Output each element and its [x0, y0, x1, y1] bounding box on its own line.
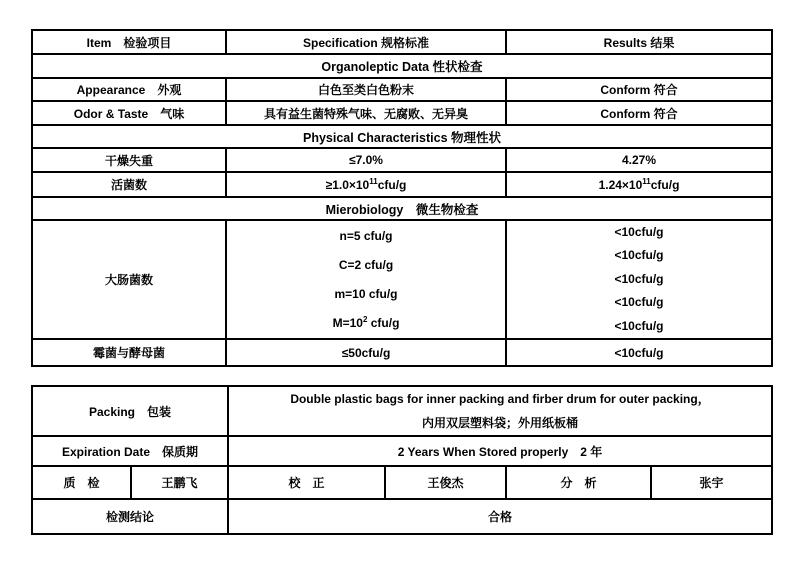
coliform-result-line-5: <10cfu/g: [614, 318, 664, 333]
section-row-microbiology: [32, 197, 772, 220]
packing-value-line-1: Double plastic bags for inner packing and firber drum for outer packing，: [290, 392, 710, 406]
section-organoleptic-title: Organoleptic Data 性状检查: [32, 54, 772, 78]
mold-yeast-spec-cell: ≤50cfu/g: [226, 339, 506, 366]
viable-count-spec-unit: cfu/g: [377, 177, 407, 192]
table-row-conclusion: [32, 499, 772, 534]
inspection-results-table: [31, 29, 773, 367]
appearance-item-cell: Appearance 外观: [32, 78, 226, 101]
coliform-result-line-1: <10cfu/g: [614, 225, 664, 239]
table-row-coliform: [32, 220, 772, 339]
calibration-name-cell: 王俊杰: [385, 466, 506, 499]
coliform-result-line-3: <10cfu/g: [614, 271, 664, 286]
mold-yeast-result-cell: <10cfu/g: [506, 339, 772, 366]
coliform-result-cell: [506, 220, 772, 339]
expiration-label-cell: Expiration Date 保质期: [32, 436, 228, 466]
mold-yeast-item-cell: 霉菌与酵母菌: [32, 339, 226, 366]
viable-count-result-base: 1.24×10: [598, 177, 643, 192]
packing-value-line-2: 内用双层塑料袋；外用纸板桶: [422, 416, 579, 430]
packing-value-cell: [228, 386, 772, 436]
packing-signature-table: [31, 385, 773, 535]
appearance-result-cell: Conform 符合: [506, 78, 772, 101]
viable-count-spec-base: ≥1.0×10: [325, 177, 370, 192]
section-physical-title: Physical Characteristics 物理性状: [32, 125, 772, 148]
expiration-value-cell: 2 Years When Stored properly 2 年: [228, 436, 772, 466]
conclusion-label-cell: 检测结论: [32, 499, 228, 534]
section-row-physical: [32, 125, 772, 148]
loss-on-drying-item-cell: 干燥失重: [32, 148, 226, 172]
qc-name-cell: 王鹏飞: [131, 466, 228, 499]
table-row-mold-yeast: [32, 339, 772, 366]
table-row-packing: [32, 386, 772, 436]
table-row-loss-on-drying: [32, 148, 772, 172]
header-results-cell: Results 结果: [506, 30, 772, 54]
coliform-result-line-4: <10cfu/g: [614, 295, 664, 310]
viable-count-spec-superscript: 11: [369, 176, 378, 186]
table-row-expiration: [32, 436, 772, 466]
section-row-organoleptic: [32, 54, 772, 78]
qc-label-cell: 质 检: [32, 466, 131, 499]
table-row-signatures: [32, 466, 772, 499]
coliform-spec-cell: [226, 220, 506, 339]
conclusion-value-cell: 合格: [228, 499, 772, 534]
odor-spec-cell: 具有益生菌特殊气味、无腐败、无异臭: [226, 101, 506, 125]
table-row-viable-count: [32, 172, 772, 197]
packing-label-cell: Packing 包装: [32, 386, 228, 436]
coliform-spec-line4-base: M=10: [332, 315, 363, 330]
coliform-spec-line-3: m=10 cfu/g: [334, 286, 398, 301]
coliform-spec-line-2: C=2 cfu/g: [338, 257, 394, 272]
viable-count-spec-cell: [226, 172, 506, 197]
coliform-item-cell: 大肠菌数: [32, 220, 226, 339]
coliform-spec-line4-unit: cfu/g: [367, 315, 400, 330]
loss-on-drying-result-cell: 4.27%: [506, 148, 772, 172]
viable-count-result-cell: [506, 172, 772, 197]
loss-on-drying-spec-cell: ≤7.0%: [226, 148, 506, 172]
odor-item-cell: Odor & Taste 气味: [32, 101, 226, 125]
table-row-odor-taste: [32, 101, 772, 125]
analysis-label-cell: 分 析: [506, 466, 651, 499]
appearance-spec-cell: 白色至类白色粉末: [226, 78, 506, 101]
odor-result-cell: Conform 符合: [506, 101, 772, 125]
viable-count-result-superscript: 11: [642, 176, 651, 186]
calibration-label-cell: 校 正: [228, 466, 385, 499]
header-specification-cell: Specification 规格标准: [226, 30, 506, 54]
section-microbiology-title: Mierobiology 微生物检查: [32, 197, 772, 220]
viable-count-item-cell: 活菌数: [32, 172, 226, 197]
coliform-spec-line-1: n=5 cfu/g: [339, 228, 393, 243]
coliform-spec-line4-superscript: 2: [362, 314, 368, 324]
analysis-name-cell: 张宇: [651, 466, 772, 499]
viable-count-result-unit: cfu/g: [650, 177, 680, 192]
coliform-spec-line-4: [231, 309, 501, 338]
coliform-result-line-2: <10cfu/g: [614, 248, 664, 263]
table-row-appearance: [32, 78, 772, 101]
header-item-cell: Item 检验项目: [32, 30, 226, 54]
table-header-row: [32, 30, 772, 54]
